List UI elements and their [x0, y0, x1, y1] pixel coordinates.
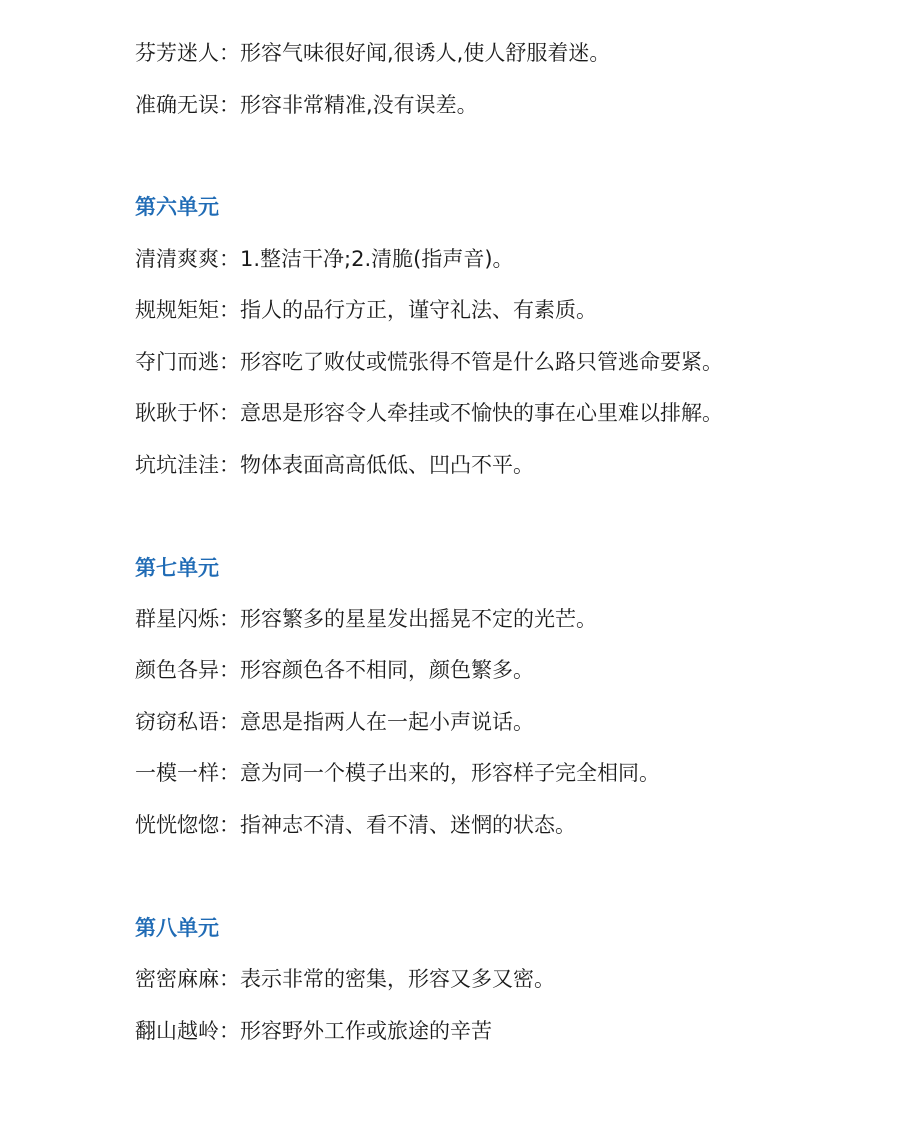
entry-separator: ： [219, 813, 240, 837]
entry-definition: 意为同一个模子出来的，形容样子完全相同。 [240, 761, 660, 785]
entry-definition: 形容颜色各不相同，颜色繁多。 [240, 658, 534, 682]
entry-definition: 意思是指两人在一起小声说话。 [240, 710, 534, 734]
section-heading: 第六单元 [135, 195, 219, 219]
entry-row [135, 964, 855, 994]
entry-definition: 表示非常的密集，形容又多又密。 [240, 967, 555, 991]
entry-separator: ： [219, 41, 240, 65]
entry-term: 准确无误 [135, 93, 219, 117]
entry-row [135, 347, 855, 377]
entry-separator: ： [219, 298, 240, 322]
entry-term: 耿耿于怀 [135, 401, 219, 425]
entry-row [135, 604, 855, 634]
entry-definition: 形容吃了败仗或慌张得不管是什么路只管逃命要紧。 [240, 350, 723, 374]
entry-term: 清清爽爽 [135, 247, 219, 271]
entry-row [135, 655, 855, 685]
entry-term: 芬芳迷人 [135, 41, 219, 65]
entry-row [135, 810, 855, 840]
entry-term: 颜色各异 [135, 658, 219, 682]
entry-definition: 形容气味很好闻,很诱人,使人舒服着迷。 [240, 41, 611, 65]
entry-row [135, 758, 855, 788]
entry-row [135, 398, 855, 428]
entry-separator: ： [219, 401, 240, 425]
entry-definition: 1.整洁干净;2.清脆(指声音)。 [240, 247, 514, 271]
entry-separator: ： [219, 247, 240, 271]
entry-row [135, 450, 855, 480]
entry-definition: 物体表面高高低低、凹凸不平。 [240, 453, 534, 477]
entry-separator: ： [219, 1019, 240, 1043]
entry-row [135, 90, 855, 120]
entry-term: 窃窃私语 [135, 710, 219, 734]
entry-term: 群星闪烁 [135, 607, 219, 631]
entry-separator: ： [219, 658, 240, 682]
entry-separator: ： [219, 761, 240, 785]
entry-row [135, 1016, 855, 1046]
section-heading: 第七单元 [135, 556, 219, 580]
entry-term: 规规矩矩 [135, 298, 219, 322]
entry-term: 夺门而逃 [135, 350, 219, 374]
entry-separator: ： [219, 350, 240, 374]
entry-separator: ： [219, 93, 240, 117]
entry-term: 翻山越岭 [135, 1019, 219, 1043]
entry-row [135, 295, 855, 325]
entry-definition: 意思是形容令人牵挂或不愉快的事在心里难以排解。 [240, 401, 723, 425]
entry-definition: 形容非常精准,没有误差。 [240, 93, 478, 117]
entry-term: 密密麻麻 [135, 967, 219, 991]
entry-row [135, 244, 855, 274]
entry-term: 恍恍惚惚 [135, 813, 219, 837]
entry-definition: 指人的品行方正，谨守礼法、有素质。 [240, 298, 597, 322]
entry-term: 一模一样 [135, 761, 219, 785]
entry-separator: ： [219, 967, 240, 991]
entry-definition: 形容野外工作或旅途的辛苦 [240, 1019, 492, 1043]
entry-separator: ： [219, 710, 240, 734]
section-heading: 第八单元 [135, 916, 219, 940]
entry-row [135, 38, 855, 68]
entry-definition: 形容繁多的星星发出摇晃不定的光芒。 [240, 607, 597, 631]
entry-term: 坑坑洼洼 [135, 453, 219, 477]
entry-separator: ： [219, 453, 240, 477]
entry-row [135, 707, 855, 737]
entry-separator: ： [219, 607, 240, 631]
entry-definition: 指神志不清、看不清、迷惘的状态。 [240, 813, 576, 837]
